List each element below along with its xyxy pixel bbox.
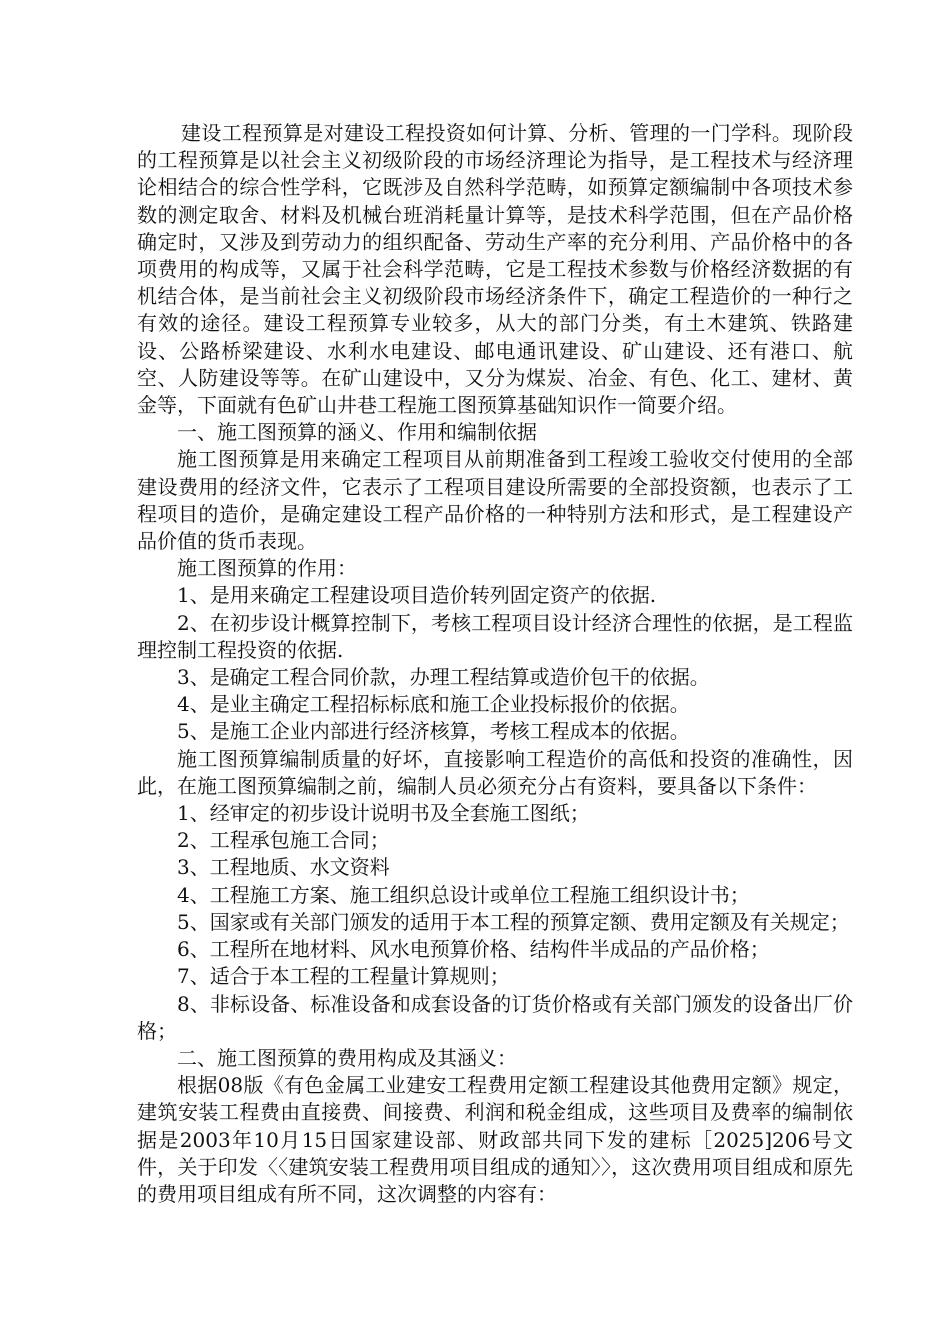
list-item-function-3: 3、是确定工程合同价款，办理工程结算或造价包干的依据。 <box>177 665 710 690</box>
section-heading-1: 一、施工图预算的涵义、作用和编制依据 <box>177 420 537 445</box>
list-item-function-1: 1、是用来确定工程建设项目造价转列固定资产的依据. <box>177 583 657 608</box>
list-item-condition-8: 8、非标设备、标准设备和成套设备的订货价格或有关部门颁发的设备出厂价格； <box>137 991 853 1043</box>
list-item-condition-1: 1、经审定的初步设计说明书及全套施工图纸； <box>177 801 590 826</box>
paragraph-cost-composition: 根据08版《有色金属工业建安工程费用定额工程建设其他费用定额》规定，建筑安装工程费由直接费、间接费、利润和税金组成，这些项目及费率的编制依据是2003年10月15日国家建设部、财政部共同下发的建标［2025]206号文件，关于印发〈〈建筑安装工程费用项目组成的通知〉〉，这次费用项目组成和原先的费用项目组成有所不同，这次调整的内容有： <box>137 1073 853 1206</box>
paragraph-intro: 建设工程预算是对建设工程投资如何计算、分析、管理的一门学科。现阶段的工程预算是以社会主义初级阶段的市场经济理论为指导，是工程技术与经济理论相结合的综合性学科，它既涉及自然科学范畴，如预算定额编制中各项技术参数的测定取舍、材料及机械台班消耗量计算等，是技术科学范围，但在产品价格确定时，又涉及到劳动力的组织配备、劳动生产率的充分利用、产品价格中的各项费用的构成等，又属于社会科学范畴，它是工程技术参数与价格经济数据的有机结合体，是当前社会主义初级阶段市场经济条件下，确定工程造价的一种行之有效的途径。建设工程预算专业较多，从大的部门分类，有土木建筑、铁路建设、公路桥梁建设、水利水电建设、邮电通讯建设、矿山建设、还有港口、航空、人防建设等等。在矿山建设中，又分为煤炭、冶金、有色、化工、建材、黄金等，下面就有色矿山井巷工程施工图预算基础知识作一简要介绍。 <box>137 121 853 418</box>
list-item-function-5: 5、是施工企业内部进行经济核算，考核工程成本的依据。 <box>177 719 690 744</box>
subheading-functions: 施工图预算的作用： <box>177 556 357 581</box>
list-item-condition-4: 4、工程施工方案、施工组织总设计或单位工程施工组织设计书； <box>177 882 750 907</box>
list-item-condition-6: 6、工程所在地材料、风水电预算价格、结构件半成品的产品价格； <box>177 937 770 962</box>
list-item-condition-5: 5、国家或有关部门颁发的适用于本工程的预算定额、费用定额及有关规定； <box>177 909 850 934</box>
list-item-condition-3: 3、工程地质、水文资料 <box>177 855 390 880</box>
list-item-condition-2: 2、工程承包施工合同； <box>177 828 390 853</box>
section-heading-2: 二、施工图预算的费用构成及其涵义： <box>177 1045 517 1070</box>
document-page <box>137 120 853 1208</box>
paragraph-conditions: 施工图预算编制质量的好坏，直接影响工程造价的高低和投资的准确性，因此，在施工图预算编制之前，编制人员必须充分占有资料，要具备以下条件： <box>137 746 853 798</box>
list-item-function-4: 4、是业主确定工程招标标底和施工企业投标报价的依据。 <box>177 692 690 717</box>
list-item-condition-7: 7、适合于本工程的工程量计算规则； <box>177 964 510 989</box>
list-item-function-2: 2、在初步设计概算控制下，考核工程项目设计经济合理性的依据，是工程监理控制工程投资的依据. <box>137 610 853 662</box>
paragraph-definition: 施工图预算是用来确定工程项目从前期准备到工程竣工验收交付使用的全部建设费用的经济文件，它表示了工程项目建设所需要的全部投资额，也表示了工程项目的造价，是确定建设工程产品价格的一种特别方法和形式，是工程建设产品价值的货币表现。 <box>137 447 853 554</box>
